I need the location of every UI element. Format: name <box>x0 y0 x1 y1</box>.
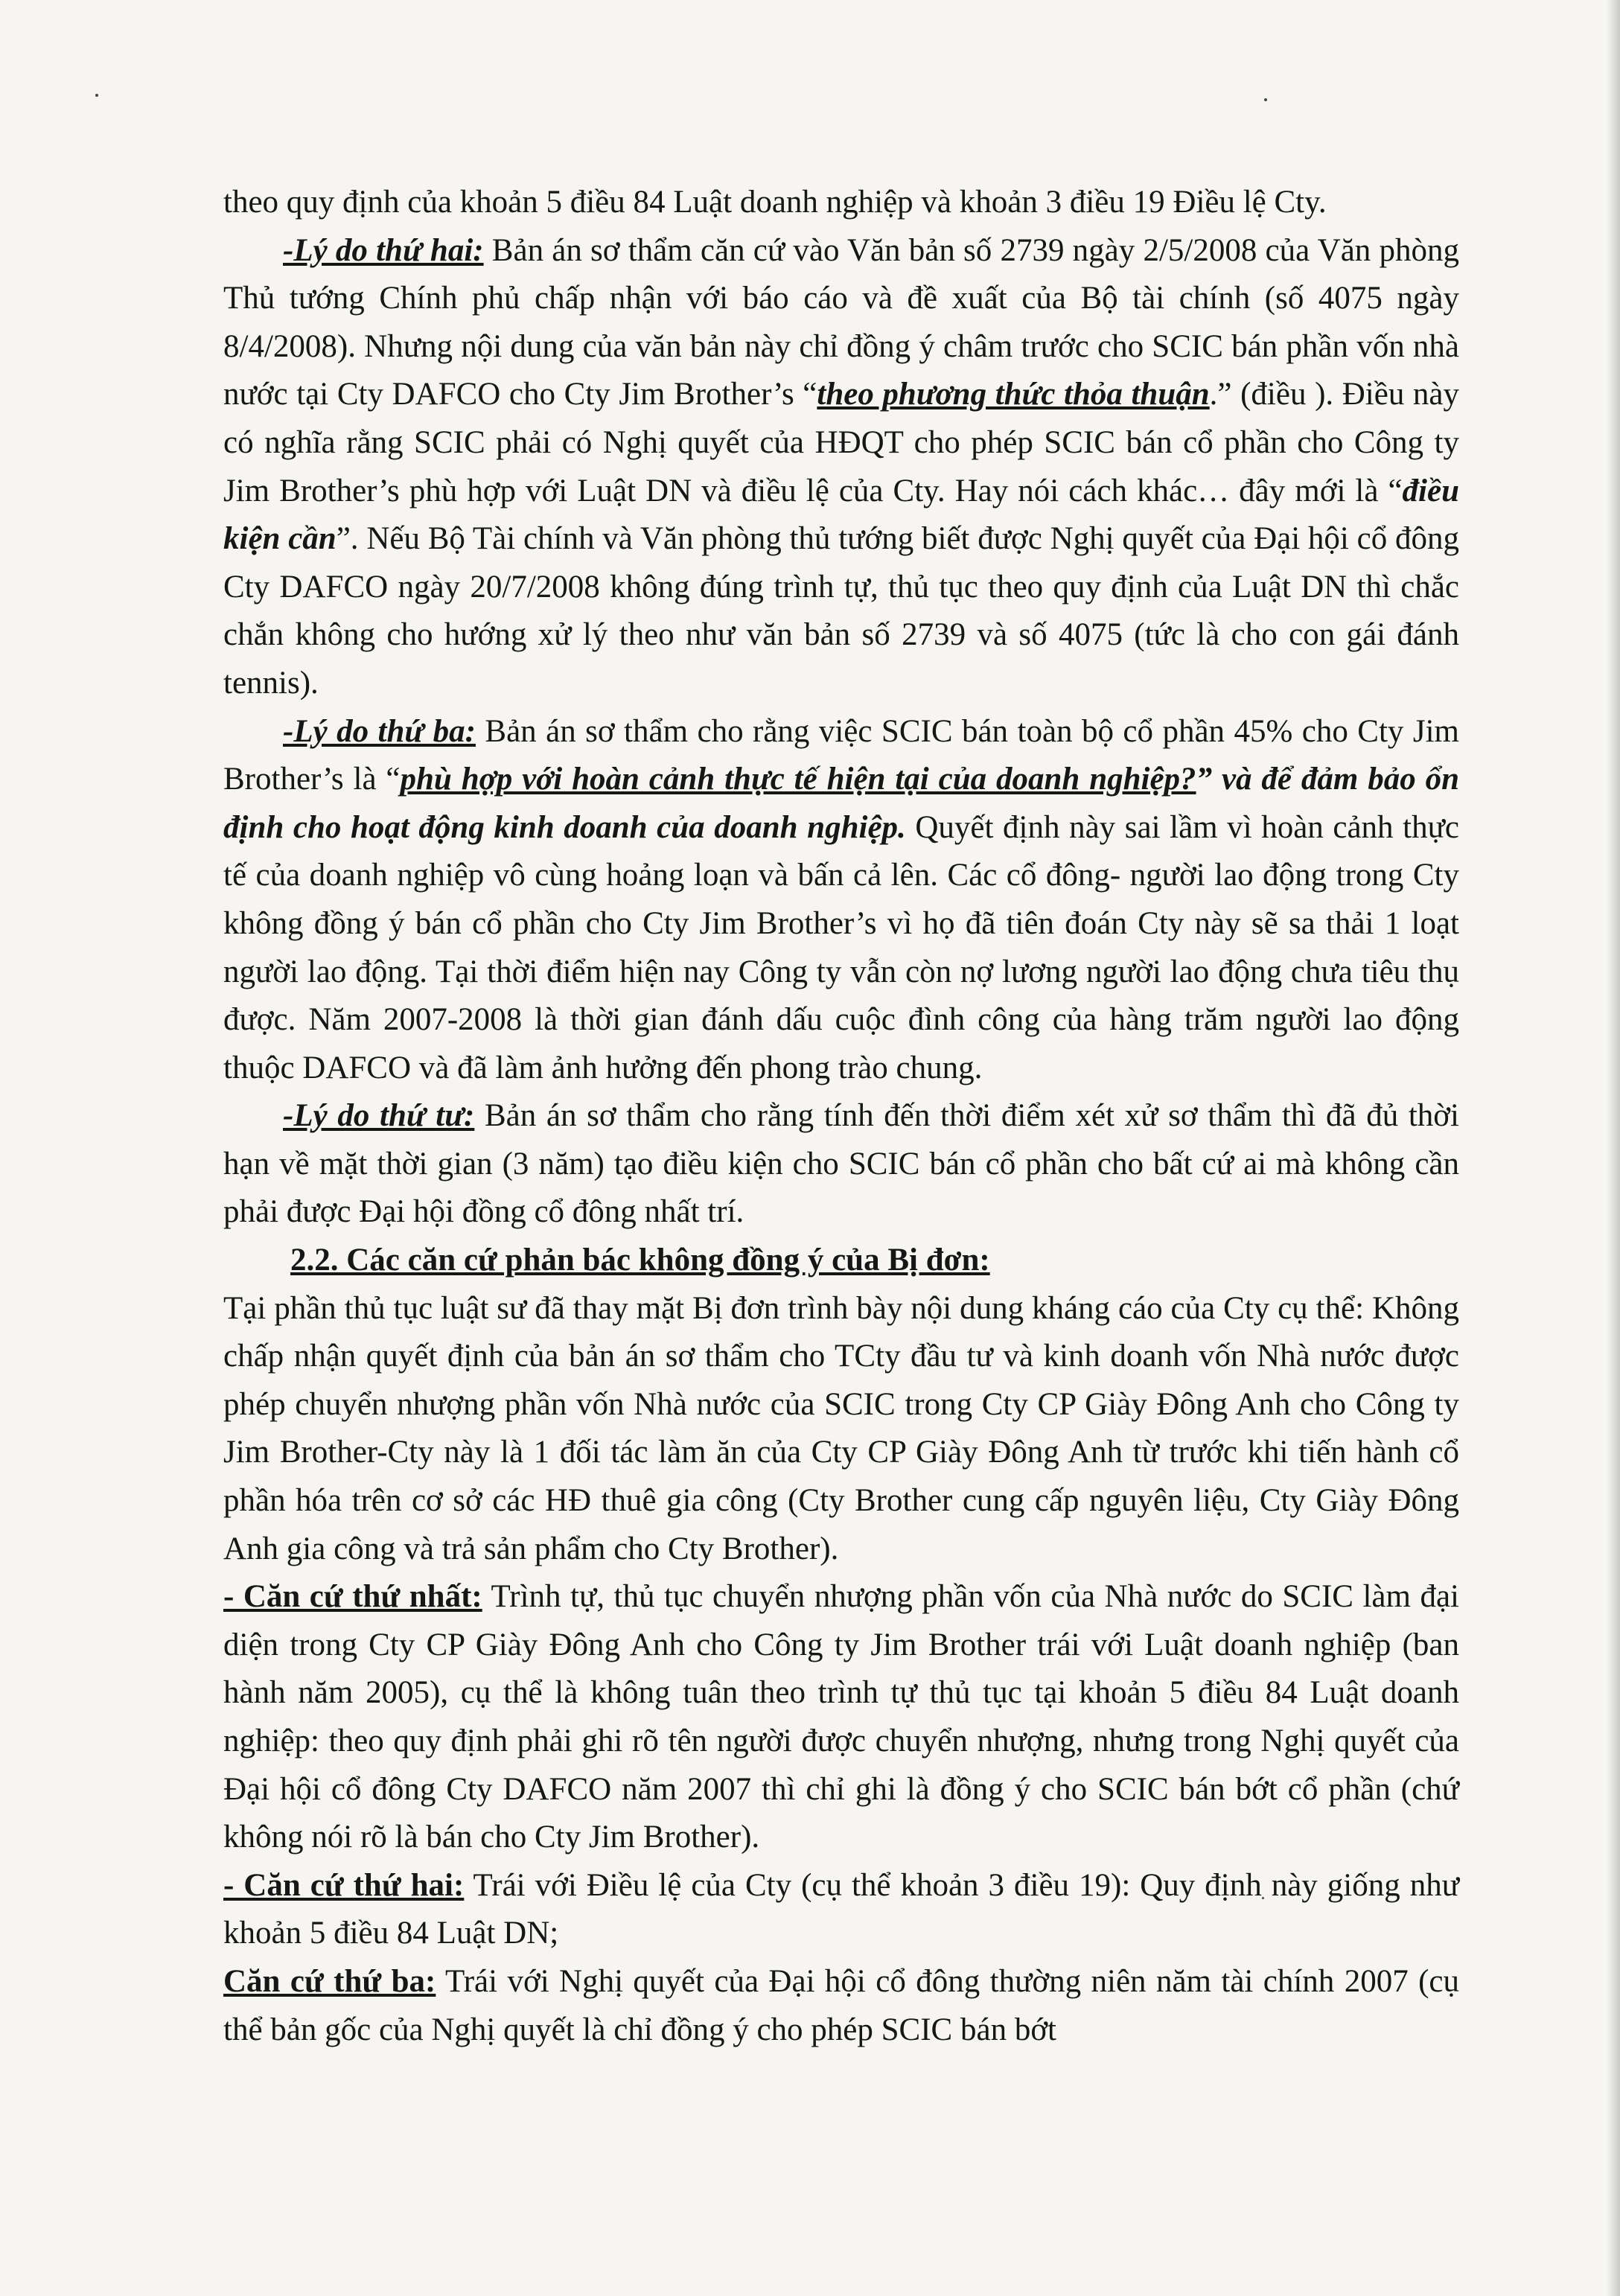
reason-two-text-1: Bản án sơ thẩm căn cứ vào Văn bản số 2739 ngày 2/5/2008 của Văn phòng Thủ tướng Chính phủ chấp nhận với báo cáo và đề xuất của Bộ tài chính (số 4075 ngày 8/4/2008). Nhưng nội dung của văn bản này chỉ đồng ý châm trước cho SCIC bán phần vốn nhà nước tại Cty DAFCO cho Cty Jim Brother’s “ <box>223 232 1459 412</box>
ground-one-label: - Căn cứ thứ nhất: <box>223 1579 482 1615</box>
section-heading-text: 2.2. Các căn cứ phản bác không đồng ý của Bị đơn: <box>290 1243 990 1278</box>
paragraph-ground-three <box>223 1958 1459 2054</box>
scan-speck <box>1264 98 1267 101</box>
reason-two-label: -Lý do thứ hai: <box>283 232 484 268</box>
paragraph-continuation: theo quy định của khoản 5 điều 84 Luật doanh nghiệp và khoản 3 điều 19 Điều lệ Cty. <box>223 185 1327 220</box>
paragraph-defendant-appeal: Tại phần thủ tục luật sư đã thay mặt Bị đơn trình bày nội dung kháng cáo của Cty cụ thể: Không chấp nhận quyết định của bản án sơ thẩm cho TCty đầu tư và kinh doanh vốn Nhà nước được phép chuyển nhượng phần vốn Nhà nước của SCIC trong Cty CP Giày Đông Anh cho Công ty Jim Brother-Cty này là 1 đối tác làm ăn của Cty CP Giày Đông Anh từ trước khi tiến hành cổ phần hóa trên cơ sở các HĐ thuê gia công (Cty Brother cung cấp nguyên liệu, Cty Giày Đông Anh gia công và trả sản phẩm cho Cty Brother). <box>223 1290 1459 1566</box>
reason-three-emphasis-1: phù hợp với hoàn cảnh thực tế hiện tại của doanh nghiệp? <box>400 762 1196 797</box>
ground-one-text: Trình tự, thủ tục chuyển nhượng phần vốn của Nhà nước do SCIC làm đại diện trong Cty CP Giày Đông Anh cho Công ty Jim Brother trái với Luật doanh nghiệp (ban hành năm 2005), cụ thể là không tuân theo trình tự thủ tục tại khoản 5 điều 84 Luật doanh nghiệp: theo quy định phải ghi rõ tên người được chuyển nhượng, nhưng trong Nghị quyết của Đại hội cổ đông Cty DAFCO năm 2007 thì chỉ ghi là đồng ý cho SCIC bán bớt cổ phần (chứ không nói rõ là bán cho Cty Jim Brother). <box>223 1579 1459 1855</box>
reason-three-label: -Lý do thứ ba: <box>283 713 476 749</box>
paragraph-ground-one <box>223 1573 1459 1862</box>
paragraph-reason-four <box>223 1092 1459 1237</box>
reason-three-text-2: Quyết định này sai lầm vì hoàn cảnh thực tế của doanh nghiệp vô cùng hoảng loạn và bấn cả lên. Các cổ đông- người lao động trong Cty không đồng ý bán cổ phần cho Cty Jim Brother’s vì họ đã tiên đoán Cty này sẽ sa thải 1 loạt người lao động. Tại thời điểm hiện nay Công ty vẫn còn nợ lương người lao động chưa tiêu thụ được. Năm 2007-2008 là thời gian đánh dấu cuộc đình công của hàng trăm người lao động thuộc DAFCO và đã làm ảnh hưởng đến phong trào chung. <box>223 809 1459 1085</box>
reason-three-emphasis-2: ” và để đảm bảo ổn định cho hoạt động kinh doanh của doanh nghiệp. <box>223 762 1459 845</box>
reason-two-emphasis-2: điều kiện cần <box>223 473 1459 557</box>
ground-two-label: - Căn cứ thứ hai: <box>223 1867 465 1903</box>
scan-speck <box>95 94 98 97</box>
paragraph-reason-two <box>223 227 1459 708</box>
paragraph-reason-three <box>223 708 1459 1093</box>
reason-three-text-1: Bản án sơ thẩm cho rằng việc SCIC bán toàn bộ cổ phần 45% cho Cty Jim Brother’s là “ <box>223 713 1459 797</box>
reason-four-label: -Lý do thứ tư: <box>283 1098 475 1134</box>
reason-two-emphasis-1: theo phương thức thỏa thuận <box>817 377 1210 412</box>
section-heading <box>223 1237 1459 1285</box>
ground-three-label: Căn cứ thứ ba: <box>223 1963 436 1999</box>
paragraph-ground-two <box>223 1862 1459 1958</box>
reason-four-text: Bản án sơ thẩm cho rằng tính đến thời điểm xét xử sơ thẩm thì đã đủ thời hạn về mặt thời gian (3 năm) tạo điều kiện cho SCIC bán cổ phần cho bất cứ ai mà không cần phải được Đại hội đồng cổ đông nhất trí. <box>223 1098 1459 1230</box>
document-body <box>223 179 1459 2054</box>
reason-two-text-2: .” (điều ). Điều này có nghĩa rằng SCIC phải có Nghị quyết của HĐQT cho phép SCIC bán cổ phần cho Công ty Jim Brother’s phù hợp với Luật DN và điều lệ của Cty. Hay nói cách khác… đây mới là “ <box>223 377 1460 508</box>
ground-two-text: Trái với Điều lệ của Cty (cụ thể khoản 3 điều 19): Quy định này giống như khoản 5 điều 84 Luật DN; <box>223 1867 1459 1951</box>
reason-two-text-3: ”. Nếu Bộ Tài chính và Văn phòng thủ tướng biết được Nghị quyết của Đại hội cổ đông Cty DAFCO ngày 20/7/2008 không đúng trình tự, thủ tục theo quy định của Luật DN thì chắc chắn không cho hướng xử lý theo như văn bản số 2739 và số 4075 (tức là cho con gái đánh tennis). <box>223 521 1459 701</box>
ground-three-text: Trái với Nghị quyết của Đại hội cổ đông thường niên năm tài chính 2007 (cụ thể bản gốc của Nghị quyết là chỉ đồng ý cho phép SCIC bán bớt <box>223 1963 1459 2047</box>
